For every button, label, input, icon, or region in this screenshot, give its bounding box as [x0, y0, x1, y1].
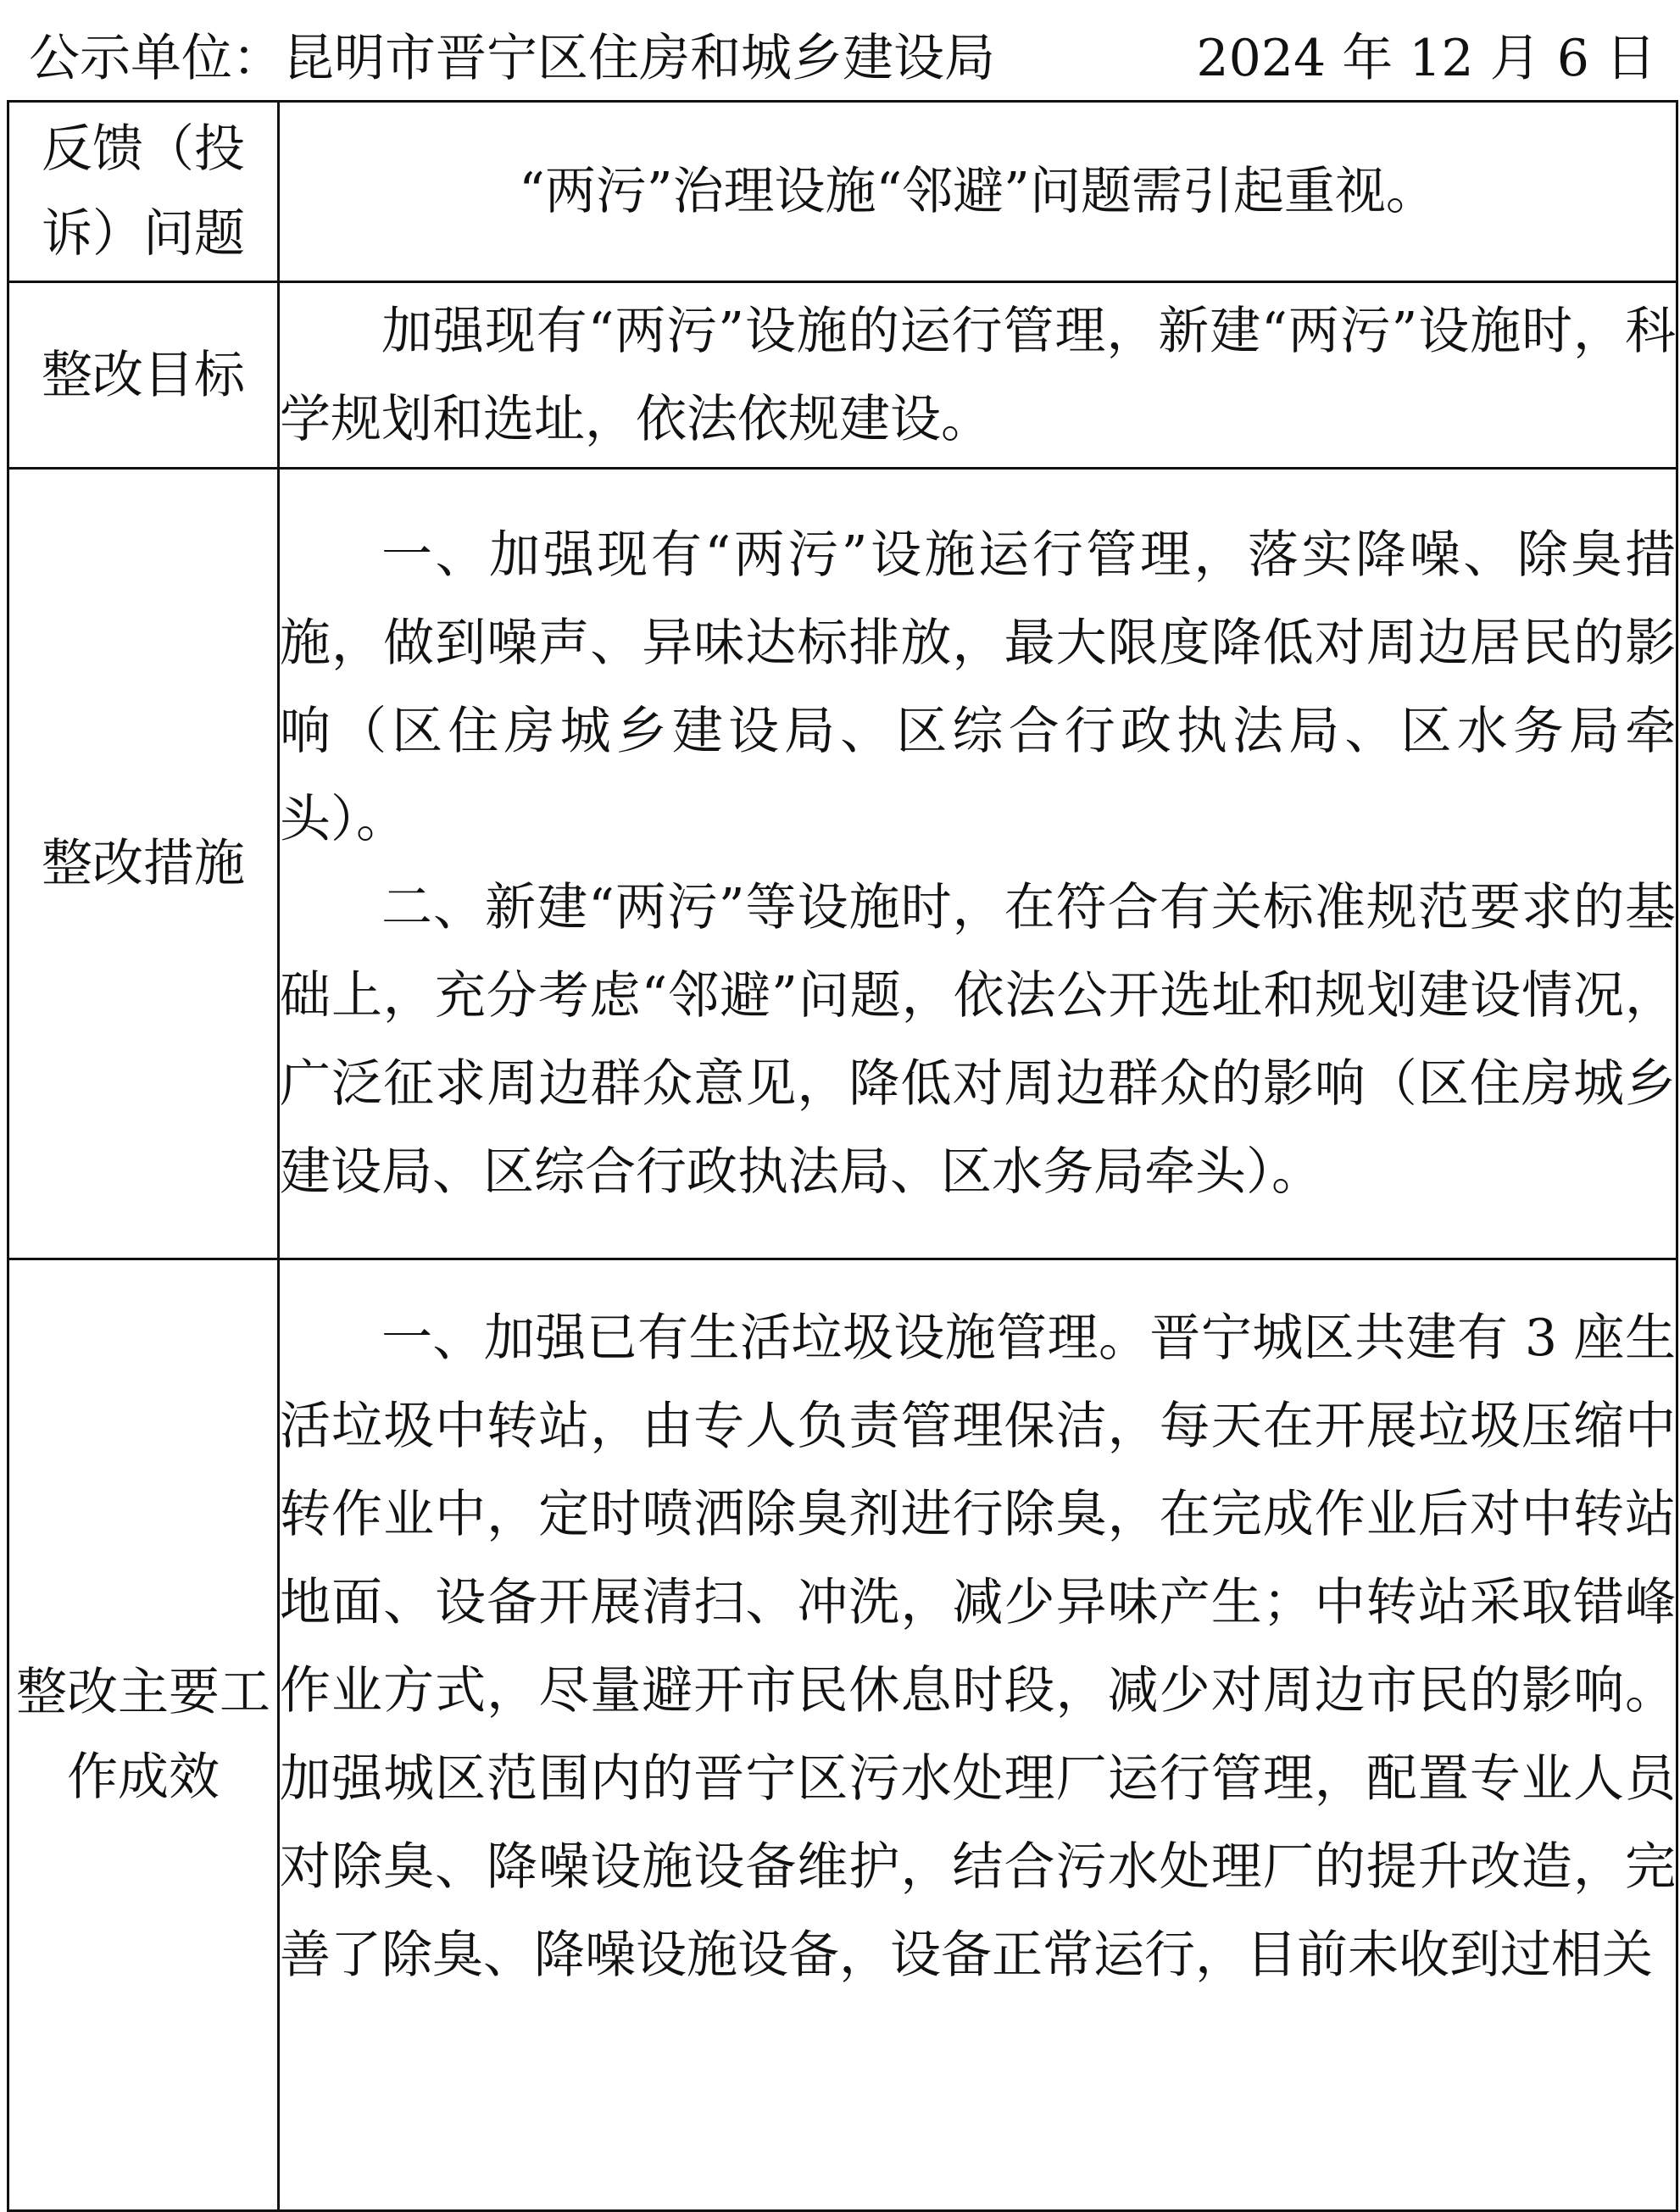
- content-paragraph: 一、加强已有生活垃圾设施管理。晋宁城区共建有 3 座生活垃圾中转站，由专人负责管理保洁，每天在开展垃圾压缩中转作业中，定时喷洒除臭剂进行除臭，在完成作业后对中转站地面、设备开展清扫、冲洗，减少异味产生；中转站采取错峰作业方式，尽量避开市民休息时段，减少对周边市民的影响。加强城区范围内的晋宁区污水处理厂运行管理，配置专业人员对除臭、降噪设施设备维护，结合污水处理厂的提升改造，完善了除臭、降噪设施设备，设备正常运行，目前未收到过相关: [280, 1309, 1676, 1985]
- row-label-rectification-measures: 整改措施: [8, 469, 279, 1259]
- content-paragraph: 二、新建“两污”等设施时，在符合有关标准规范要求的基础上，充分考虑“邻避”问题，依法公开选址和规划建设情况，广泛征求周边群众意见，降低对周边群众的影响（区住房城乡建设局、区综合行政执法局、区水务局牵头）。: [280, 878, 1676, 1202]
- document-header: [29, 20, 1656, 97]
- content-paragraph: 一、加强现有“两污”设施运行管理，落实降噪、除臭措施，做到噪声、异味达标排放，最大限度降低对周边居民的影响（区住房城乡建设局、区综合行政执法局、区水务局牵头）。: [280, 525, 1676, 849]
- row-label-rectification-goal: 整改目标: [8, 282, 279, 469]
- row-content-feedback-issue: [279, 102, 1677, 282]
- rectification-table: [7, 100, 1678, 2212]
- publishing-unit: 公示单位：昆明市晋宁区住房和城乡建设局: [29, 29, 995, 88]
- content-paragraph: 加强现有“两污”设施的运行管理，新建“两污”设施时，科学规划和选址，依法依规建设。: [280, 301, 1676, 449]
- table-row-main-results: [8, 1259, 1677, 2211]
- row-content-rectification-goal: [279, 282, 1677, 469]
- row-label-feedback-issue: 反馈（投诉）问题: [8, 102, 279, 282]
- content-paragraph: “两污”治理设施“邻避”问题需引起重视。: [519, 162, 1437, 221]
- row-label-main-results: 整改主要工作成效: [8, 1259, 279, 2211]
- table-row-rectification-measures: [8, 469, 1677, 1259]
- table-row-feedback-issue: [8, 102, 1677, 282]
- row-content-rectification-measures: [279, 469, 1677, 1259]
- publish-date: 2024 年 12 月 6 日: [1196, 29, 1656, 88]
- row-content-main-results: [279, 1259, 1677, 2211]
- table-row-rectification-goal: [8, 282, 1677, 469]
